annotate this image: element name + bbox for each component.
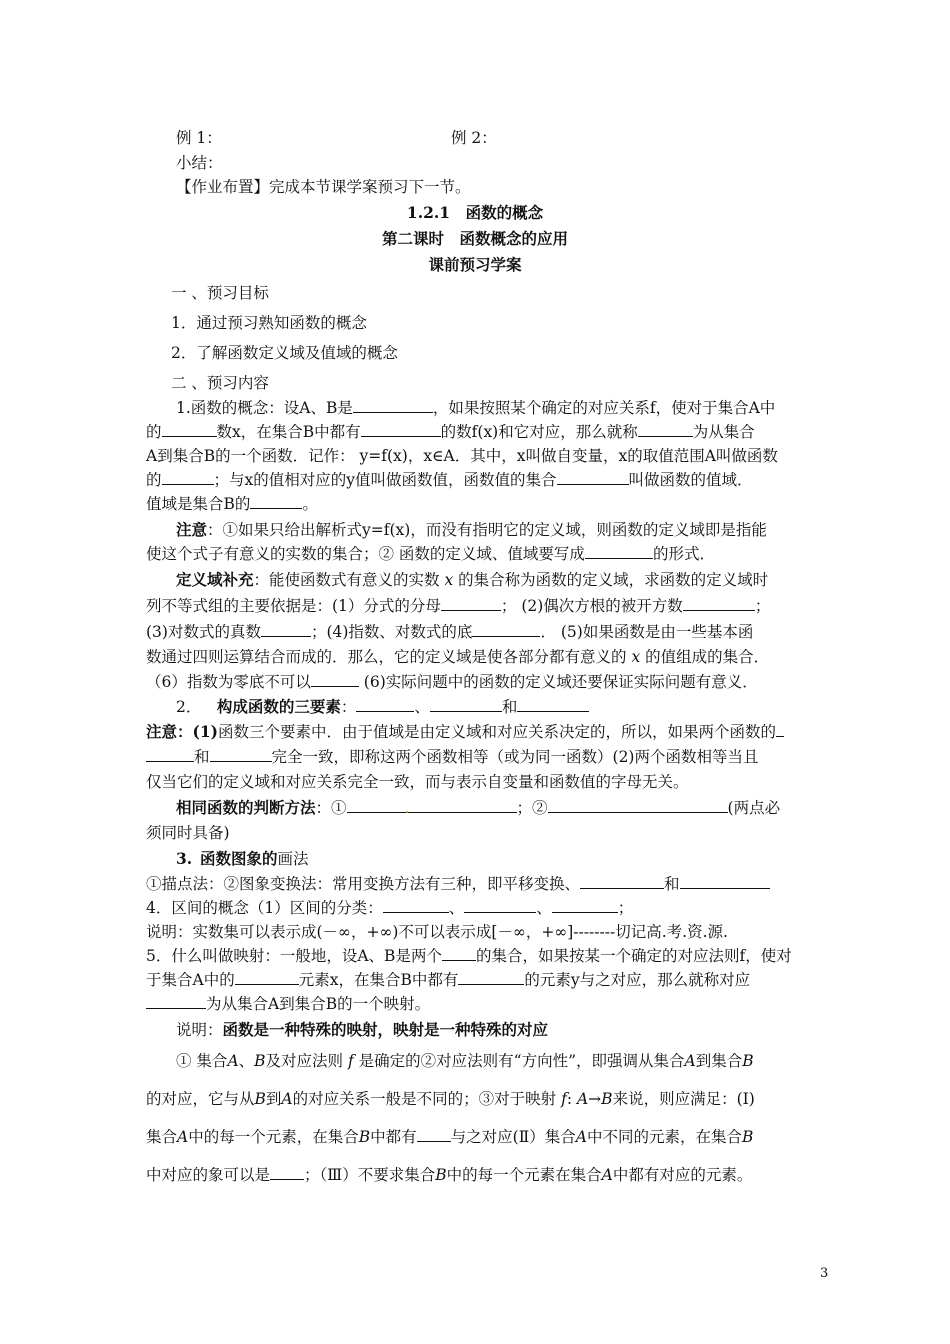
same-function-line-2: 须同时具备)	[146, 824, 230, 842]
content-heading: 二 、预习内容	[171, 374, 269, 392]
note-1-line-2: 使这个式子有意义的实数的集合；② 函数的定义域、值域要写成 的形式．	[146, 545, 715, 563]
graph-line: ①描点法：②图象变换法：常用变换方法有三种，即平移变换、 和	[146, 874, 770, 894]
paragraph-1-line-1: 1.函数的概念：设A、B是 ，如果按照某个确定的对应关系f，使对于集合A中	[176, 399, 776, 417]
graph-heading: 3. 函数图象的画法	[176, 849, 309, 868]
note-1-line-1: 注意：①如果只给出解析式y=f(x)，而没有指明它的定义域，则函数的定义域即是指能	[176, 520, 767, 539]
homework-prefix: 【作业布置】	[176, 178, 270, 196]
summary-label: 小结：	[176, 154, 223, 172]
mapping-note-line-4: 中对应的象可以是 ；（Ⅲ）不要求集合B中的每一个元素在集合A中都有对应的元素。	[146, 1166, 753, 1184]
domain-line-2: 列不等式组的主要依据是：(1）分式的分母 ； (2)偶次方根的被开方数 ；	[146, 597, 771, 615]
mapping-note-line-2: 的对应，它与从B到A的对应关系一般是不同的；③对于映射 f: A→B来说，则应满足：(Ⅰ)	[146, 1090, 755, 1108]
goals-heading: 一 、预习目标	[171, 284, 269, 302]
mapping-note-line-3: 集合A中的每一个元素，在集合B中都有 与之对应(Ⅱ）集合A中不同的元素，在集合B	[146, 1128, 754, 1146]
mapping-line-3: 为从集合A到集合B的一个映射。	[146, 994, 430, 1014]
three-elements-line: 2． 构成函数的三要素： 、 和	[176, 697, 589, 717]
homework-line	[176, 177, 471, 197]
mapping-line-1: 5．什么叫做映射：一般地，设A、B是两个 的集合，如果按某一个确定的对应法则f，使对	[146, 947, 792, 965]
goal-item-1: 1．通过预习熟知函数的概念	[171, 314, 367, 332]
interval-line: 4．区间的概念（1）区间的分类： 、 、 ；	[146, 899, 634, 917]
same-function-label: 相同函数的判断方法	[176, 798, 316, 817]
example-2-label: 例 2：	[451, 129, 497, 147]
note-2-line-1: 注意：(1)函数三个要素中．由于值域是由定义域和对应关系决定的，所以，如果两个函数的	[146, 722, 784, 742]
homework-text: 完成本节课学案预习下一节。	[269, 178, 471, 196]
section-title: 1.2.1 函数的概念	[406, 203, 544, 222]
plan-title: 课前预习学案	[428, 255, 522, 274]
paragraph-1-line-4: 的 ；与x的值相对应的y值叫做函数值，函数值的集合 叫做函数的值域．	[146, 471, 753, 489]
explanation-2-line: 说明：函数是一种特殊的映射，映射是一种特殊的对应	[176, 1020, 549, 1039]
domain-line-5: （6）指数为零底不可以 (6)实际问题中的函数的定义域还要保证实际问题有意义．	[146, 673, 758, 691]
lesson-title: 第二课时 函数概念的应用	[381, 229, 568, 248]
note-1-label: 注意	[176, 520, 208, 539]
domain-label: 定义域补充	[176, 570, 254, 589]
paragraph-1-line-2: 的 数x，在集合B中都有 的数f(x)和它对应，那么就称 为从集合	[146, 423, 755, 441]
page-number: 3	[820, 1266, 829, 1281]
goal-item-2: 2．了解函数定义域及值域的概念	[171, 344, 398, 362]
mapping-note-line-1: ① 集合A、B及对应法则 f 是确定的②对应法则有“方向性”，即强调从集合A到集合B	[176, 1052, 754, 1070]
mapping-line-2: 于集合A中的 元素x，在集合B中都有 的元素y与之对应，那么就称对应	[146, 971, 751, 989]
note-2-label: 注意：(1)	[146, 722, 218, 741]
same-function-line-1: 相同函数的判断方法：① . ；② (两点必	[176, 798, 781, 817]
note-2-line-3: 仅当它们的定义域和对应关系完全一致，而与表示自变量和函数值的字母无关。	[146, 773, 689, 791]
explanation-line: 说明：实数集可以表示成(－∞，+∞)不可以表示成[－∞，+∞]--------切记高.考.资.源.	[146, 923, 728, 941]
example-1-label: 例 1：	[176, 129, 222, 147]
note-2-line-2: 和 完全一致，即称这两个函数相等（或为同一函数）(2)两个函数相等当且	[146, 747, 758, 767]
domain-line-3: (3)对数式的真数 ；(4)指数、对数式的底 ． (5)如果函数是由一些基本函	[146, 623, 754, 641]
paragraph-1-line-3: A到集合B的一个函数．记作： y=f(x)，x∈A．其中，x叫做自变量，x的取值范围A叫做函数	[146, 447, 778, 465]
domain-line-1: 定义域补充：能使函数式有意义的实数 x 的集合称为函数的定义域，求函数的定义域时	[176, 570, 769, 589]
domain-line-4: 数通过四则运算结合而成的．那么，它的定义域是使各部分都有意义的 x 的值组成的集合．	[146, 648, 770, 666]
paragraph-1-line-5: 值域是集合B的 。	[146, 495, 318, 513]
